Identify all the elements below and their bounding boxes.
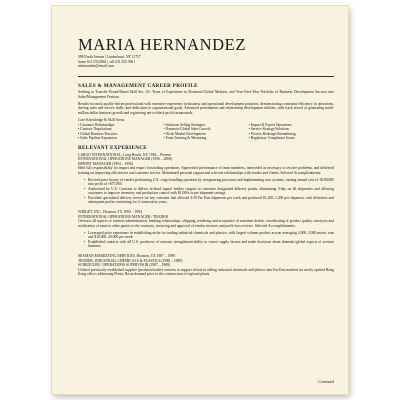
skill-item: • Service Strategy/Solutions bbox=[249, 127, 334, 131]
profile-summary: Seeking to Transfer Broad-Based Skill Set, 15+ Years of Experience in Domestic/Global Markets, and Year-Over-Year Portfolio of Business Development Success into Sales/Management Position bbox=[78, 90, 334, 99]
accomplishment-item: • Provided specialized delivery service for key customer that affected 4:30 Far East shipments per week and produced $1,200–1,400 per shipment, with deliveries and subsequent profits continuing for 2 consecutive years. bbox=[84, 196, 334, 205]
skills-label: Core Knowledge & Skill Areas: bbox=[78, 117, 126, 122]
skill-item: • Team Training & Mentoring bbox=[163, 136, 248, 140]
job-company: SEAMAN MARKETING SERVICES, Houston, TX 1987 – 1989 bbox=[78, 254, 176, 259]
accomplishment-list bbox=[78, 231, 334, 249]
contact-email: mhernandez@email.com bbox=[78, 64, 114, 69]
job-description: Utilized previously-established supplier (producer/trader) contacts to support efforts in selling industrial chemicals and plastics into Far East markets for newly opened Hong Kong office; addressing Plastic Resin demand prior to the construction of regional plants. bbox=[78, 267, 334, 277]
contact-address: 598 North Avenue | Lindenhurst, NY 11757 bbox=[78, 55, 141, 59]
job-title: INTERNATIONAL OPERATIONS MANAGER / TRADER bbox=[78, 214, 168, 219]
skills-column bbox=[249, 123, 334, 141]
job-entry bbox=[78, 153, 334, 205]
continued-note: Continued bbox=[318, 380, 334, 384]
job-description: Oversaw all aspects of contract administration, banking relationships, shipping, tendering and acceptance of maritime details, coordinating of product quality surveyors and notification of same to other parties to the contracts, invoicing and approval of vendor invoices and profit-loss reviews. Selected Accomplishments: bbox=[78, 219, 334, 228]
job-company: CARGO INTERNATIONAL, Long Beach, NY 1994 – Present bbox=[78, 152, 171, 157]
job-title: INTERNATIONAL OPERATIONS MANAGER (1996 – 2000) bbox=[78, 157, 173, 162]
section-divider bbox=[78, 76, 334, 77]
skills-column bbox=[78, 123, 163, 141]
resume-name: MARIA HERNANDEZ bbox=[78, 35, 247, 54]
job-title: IMPORT MANAGER (1994 – 1996) bbox=[78, 161, 134, 166]
job-title: SCHEDULER / OPERATIONS SUPERVISOR (1987 – 1988) bbox=[78, 263, 171, 268]
skill-item: • Customer Relationships bbox=[78, 123, 163, 127]
skills-list bbox=[78, 123, 334, 141]
resume-page bbox=[52, 6, 348, 394]
profile-body: Results-focused, quality-driven professional with extensive experience in business and operational development positions, demonstrating consistent efficiency in operations, driving sales and service skills, and dedication to organizational goals. Advanced presentation and relationship development abilities, with track record of generating multi-million dollar business growth and registering net-to-black profit turnarounds. bbox=[78, 101, 334, 115]
skill-item: • Global Business Practices bbox=[78, 132, 163, 136]
skill-item: • Contract Negotiations bbox=[78, 127, 163, 131]
accomplishment-item: • Established contacts with all U.S. producers of acetone; strengthened ability to source supply factors and make decisions about domestic/global aspects of acetone business. bbox=[84, 240, 334, 249]
skills-column bbox=[163, 123, 248, 141]
job-company: WIDGET, INC., Houston, TX 1990 – 1994 bbox=[78, 210, 142, 215]
accomplishment-item: • Authorized by U.S. Customs to deliver in-bond import leather cargoes to customer designated delivery points, eliminating 3-day on all shipments and allowing customers to improve inventory and production control with $1,000s in per shipment savings. bbox=[84, 187, 334, 196]
skill-item: • Sales Pipeline Expansion bbox=[78, 136, 163, 140]
contact-block bbox=[78, 55, 334, 69]
job-description: Held full responsibility for import and export forwarding operations. Supervised performance of team members, interceded as necessary to resolve problems, and delivered training on improving efficiencies and customer service. Maintained personal rapport and win-win relationships with vendor and clients. Selected Accomplishments: bbox=[78, 166, 334, 175]
accomplishment-item: • Revived prior luxury of vendor-performing U.S. cargo handling operation by reorganizing processes and implementing new systems, turning annual cost of -$100,000 into profit of +$75,000. bbox=[84, 178, 334, 187]
skill-item: • Niche Market Development bbox=[163, 132, 248, 136]
section-heading-profile: SALES & MANAGEMENT CAREER PROFILE bbox=[78, 82, 198, 89]
accomplishment-list bbox=[78, 178, 334, 205]
section-heading-experience: RELEVANT EXPERIENCE bbox=[78, 145, 148, 152]
skill-item: • Solutions Selling Strategies bbox=[163, 123, 248, 127]
job-entry bbox=[78, 210, 334, 249]
job-title: TRADER, INDUSTRIAL CHEMICALS & PLASTICS (1988 – 1989) bbox=[78, 258, 183, 263]
skill-item: • Process Redesign/Streamlining bbox=[249, 132, 334, 136]
contact-phones: home 631.555.0861 | cell 631.555.5961 bbox=[78, 59, 136, 64]
job-entry bbox=[78, 254, 334, 277]
accomplishment-item: • Leveraged prior experience in establishing niche for trading industrial chemicals and plastics, with largest volume product accrue averaging 2,000–3,000 metric tons and $10,000–20,000 per week. bbox=[84, 231, 334, 240]
skill-item: • Import & Export Operations bbox=[249, 123, 334, 127]
skill-item: • Regulatory Compliance Issues bbox=[249, 136, 334, 140]
skill-item: • Domestic/Global Sales Growth bbox=[163, 127, 248, 131]
